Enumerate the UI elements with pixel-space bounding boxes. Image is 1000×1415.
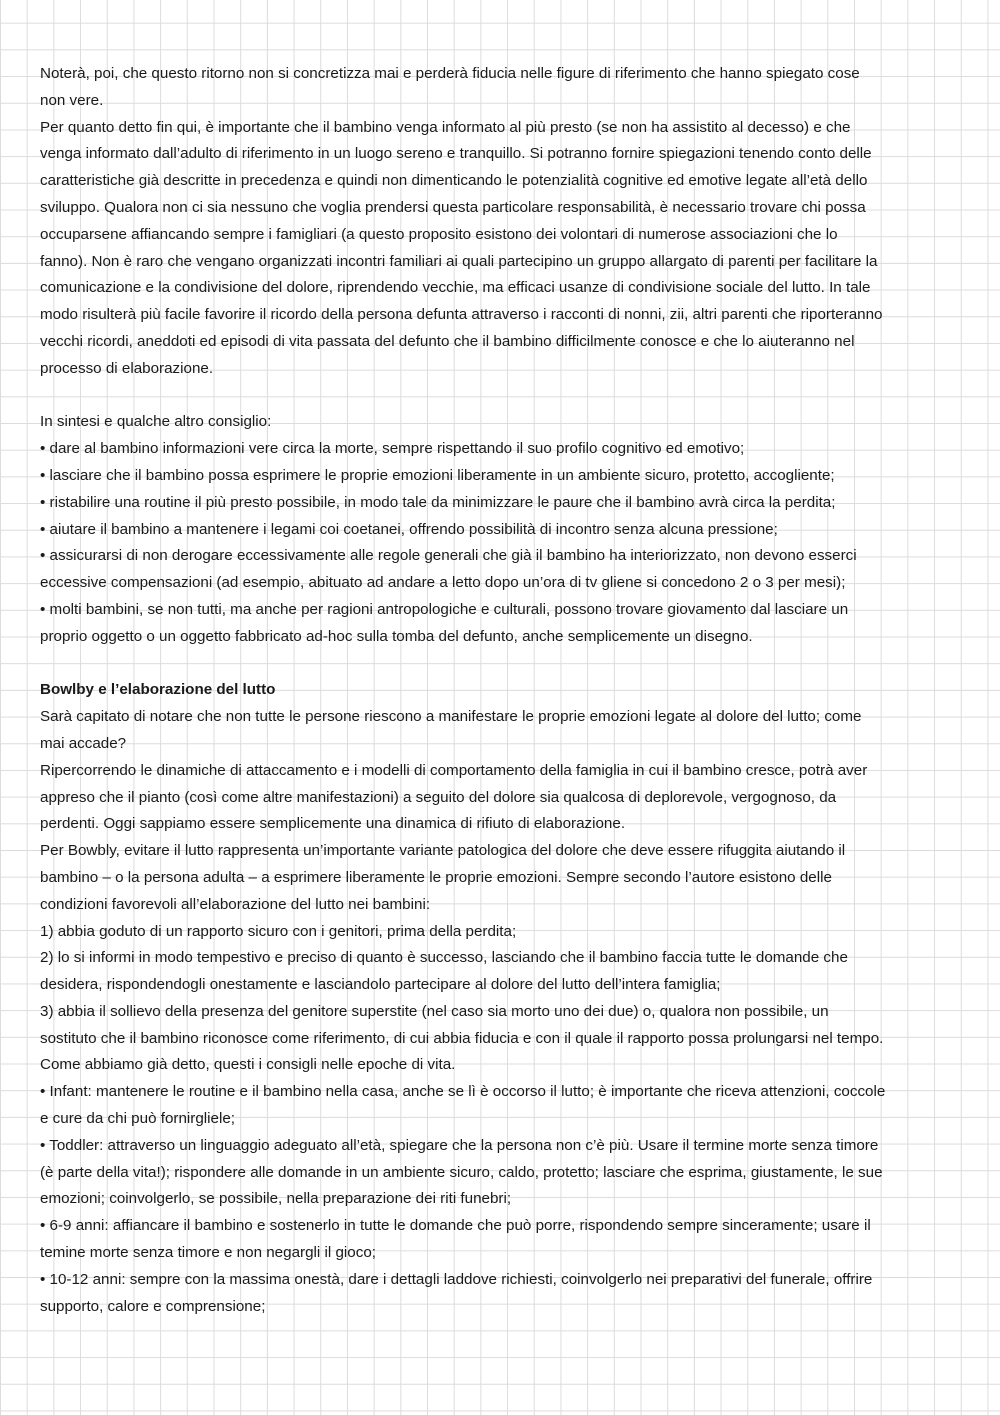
paragraph-summary-intro — [40, 409, 970, 436]
text-line: bambino – o la persona adulta – a esprimere liberamente le proprie emozioni. Sempre secondo l’autore esistono delle — [40, 868, 832, 886]
text-line: (è parte della vita!); rispondere alle domande in un ambiente sicuro, caldo, protetto; lasciare che esprima, giustamente, le sue — [40, 1163, 883, 1181]
text-line: Come abbiamo già detto, questi i consigli nelle epoche di vita. — [40, 1056, 456, 1074]
paragraph-attachment-dynamics — [40, 758, 970, 838]
advice-item-true-information — [40, 436, 970, 463]
text-line: condizioni favorevoli all’elaborazione del lutto nei bambini: — [40, 895, 431, 913]
text-line: • ristabilire una routine il più presto possibile, in modo tale da minimizzare le paure che il bambino avrà circa la perdita; — [40, 493, 836, 511]
text-line: Per quanto detto fin qui, è importante che il bambino venga informato al più presto (se non ha assistito al decesso) e che — [40, 118, 851, 136]
text-line: perdenti. Oggi sappiamo essere semplicemente una dinamica di rifiuto di elaborazione. — [40, 815, 626, 833]
text-line: e cure da chi può fornirgliele; — [40, 1110, 236, 1128]
text-line: venga informato dall’adulto di riferimento in un luogo sereno e tranquillo. Si potranno fornire spiegazioni tenendo conto delle — [40, 145, 872, 163]
text-line: supporto, calore e comprensione; — [40, 1297, 266, 1315]
section-heading-bowlby — [40, 677, 970, 704]
text-line: • lasciare che il bambino possa esprimere le proprie emozioni liberamente in un ambiente sicuro, protetto, accogliente; — [40, 466, 835, 484]
paragraph-return-never-happens — [40, 61, 970, 115]
paragraph-inform-child — [40, 115, 970, 383]
text-line: • aiutare il bambino a mantenere i legami coi coetanei, offrendo possibilità di incontro senza alcuna pressione; — [40, 520, 778, 538]
text-line: processo di elaborazione. — [40, 359, 214, 377]
text-line: fanno). Non è raro che vengano organizzati incontri familiari ai quali partecipino un gruppo allargato di parenti per facilitare la — [40, 252, 878, 270]
text-line: comunicazione e la condivisione del dolore, riprendendo vecchie, ma efficaci usanze di condivisione sociale del lutto. In tale — [40, 279, 871, 297]
condition-item-1 — [40, 919, 970, 946]
text-line: eccessive compensazioni (ad esempio, abituato ad andare a letto dopo un’ora di tv gliene si concedono 2 o 3 per mesi); — [40, 574, 846, 592]
text-line: • assicurarsi di non derogare eccessivamente alle regole generali che già il bambino ha interiorizzato, non devono esserci — [40, 547, 857, 565]
condition-item-3 — [40, 999, 970, 1053]
text-line: • Infant: mantenere le routine e il bambino nella casa, anche se lì è occorso il lutto; è importante che riceva attenzioni, coccole — [40, 1083, 886, 1101]
text-line: sostituto che il bambino riconosce come riferimento, di cui abbia fiducia e con il quale il rapporto possa prolungarsi nel tempo. — [40, 1029, 884, 1047]
text-line: emozioni; coinvolgerlo, se possibile, nella preparazione dei riti funebri; — [40, 1190, 512, 1208]
text-line: Per Bowbly, evitare il lutto rappresenta un’importante variante patologica del dolore che deve essere rifuggita aiutando il — [40, 842, 846, 860]
text-line: modo risulterà più facile favorire il ricordo della persona defunta attraverso i racconti di nonni, zii, altri parenti che riporteranno — [40, 306, 883, 324]
advice-item-object-on-grave — [40, 597, 970, 651]
text-line: desidera, rispondendogli onestamente e lasciandolo partecipare al dolore del lutto dell’intera famiglia; — [40, 976, 721, 994]
advice-item-rules — [40, 543, 970, 597]
condition-item-2 — [40, 945, 970, 999]
text-line: Noterà, poi, che questo ritorno non si concretizza mai e perderà fiducia nelle figure di riferimento che hanno spiegato cose — [40, 65, 860, 82]
text-line: temine morte senza timore e non negargli il gioco; — [40, 1244, 376, 1262]
text-line: appreso che il pianto (così come altre manifestazioni) a seguito del dolore sia qualcosa di deplorevole, vergognoso, da — [40, 788, 837, 806]
text-line: proprio oggetto o un oggetto fabbricato ad-hoc sulla tomba del defunto, anche semplicemente un disegno. — [40, 627, 753, 645]
document-page — [40, 61, 970, 1320]
text-line: • dare al bambino informazioni vere circa la morte, sempre rispettando il suo profilo cognitivo ed emotivo; — [40, 440, 745, 458]
text-line: occuparsene affiancando sempre i famigliari (a questo proposito esistono dei volontari di numerose associazioni che lo — [40, 225, 838, 243]
heading-text: Bowlby e l’elaborazione del lutto — [40, 681, 276, 699]
age-item-10-12 — [40, 1267, 970, 1321]
text-line: 3) abbia il sollievo della presenza del genitore superstite (nel caso sia morto uno dei due) o, qualora non possibile, un — [40, 1002, 829, 1020]
paragraph-spacer — [40, 383, 970, 410]
advice-item-express-emotions — [40, 463, 970, 490]
text-line: • Toddler: attraverso un linguaggio adeguato all’età, spiegare che la persona non c’è più. Usare il termine morte senza timore — [40, 1136, 879, 1154]
text-line: Sarà capitato di notare che non tutte le persone riescono a manifestare le proprie emozioni legate al dolore del lutto; come — [40, 708, 862, 726]
age-item-infant — [40, 1079, 970, 1133]
text-line: Ripercorrendo le dinamiche di attaccamento e i modelli di comportamento della famiglia in cui il bambino cresce, potrà aver — [40, 761, 868, 779]
text-line: • 6-9 anni: affiancare il bambino e sostenerlo in tutte le domande che può porre, rispondendo sempre sinceramente; usare il — [40, 1217, 871, 1235]
text-line: non vere. — [40, 91, 104, 109]
advice-item-peers — [40, 517, 970, 544]
text-line: 2) lo si informi in modo tempestivo e preciso di quanto è successo, lasciando che il bambino faccia tutte le domande che — [40, 949, 848, 967]
paragraph-age-advice-intro — [40, 1052, 970, 1079]
text-line: vecchi ricordi, aneddoti ed episodi di vita passata del defunto che il bambino difficilmente conosce e che lo aiuteranno nel — [40, 332, 855, 350]
text-line: 1) abbia goduto di un rapporto sicuro con i genitori, prima della perdita; — [40, 922, 517, 940]
paragraph-bowlby-conditions-intro — [40, 838, 970, 918]
text-line: mai accade? — [40, 734, 127, 752]
age-item-6-9 — [40, 1213, 970, 1267]
text-line: • 10-12 anni: sempre con la massima onestà, dare i dettagli laddove richiesti, coinvolgerlo nei preparativi del funerale, offrire — [40, 1270, 873, 1288]
age-item-toddler — [40, 1133, 970, 1213]
text-line: sviluppo. Qualora non ci sia nessuno che voglia prendersi questa particolare responsabilità, è necessario trovare chi possa — [40, 198, 866, 216]
advice-item-routine — [40, 490, 970, 517]
paragraph-why-not-manifest — [40, 704, 970, 758]
paragraph-spacer — [40, 651, 970, 678]
text-line: In sintesi e qualche altro consiglio: — [40, 413, 272, 431]
text-line: caratteristiche già descritte in precedenza e quindi non dimenticando le potenzialità cognitive ed emotive legate all’età dello — [40, 172, 868, 190]
text-line: • molti bambini, se non tutti, ma anche per ragioni antropologiche e culturali, possono trovare giovamento dal lasciare un — [40, 600, 849, 618]
